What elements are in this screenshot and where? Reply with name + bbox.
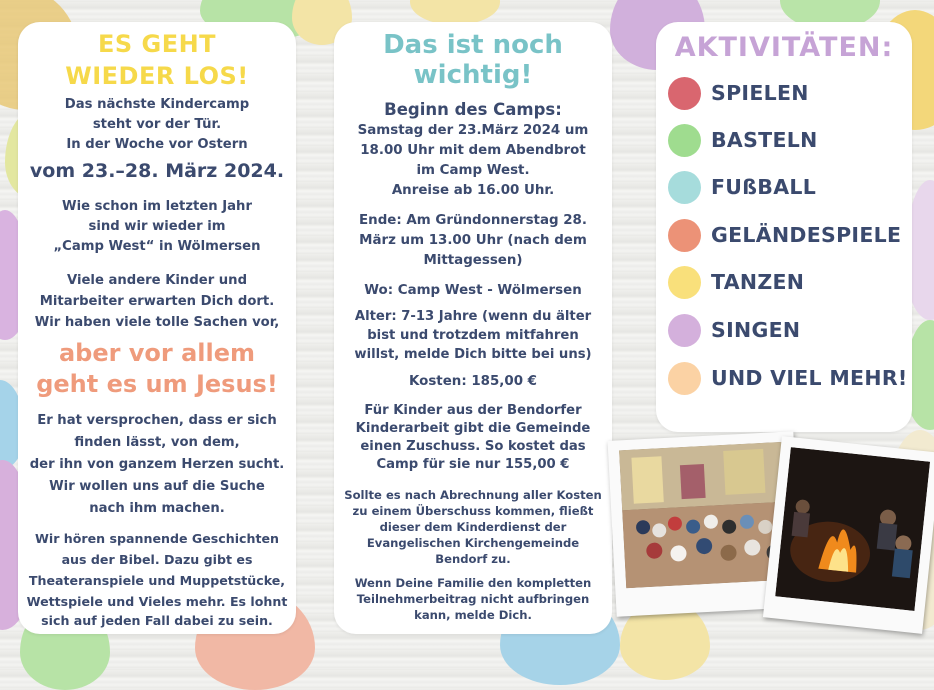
activity-item xyxy=(668,124,818,156)
family-line: kann, melde Dich. xyxy=(414,608,532,622)
activity-item xyxy=(668,77,809,109)
subsidy-line: Camp für sie nur 155,00 € xyxy=(376,457,570,472)
intro-text-line: finden lässt, von dem, xyxy=(74,435,240,450)
activity-label: SPIELEN xyxy=(711,81,809,105)
subsidy-line: einen Zuschuss. So kostet das xyxy=(360,439,586,454)
activity-dot xyxy=(668,171,701,204)
surplus-line: Evangelischen Kirchengemeinde xyxy=(366,536,580,550)
title-wichtig: wichtig! xyxy=(413,60,533,90)
intro-text-line: In der Woche vor Ostern xyxy=(66,137,248,152)
family-line: Teilnehmerbeitrag nicht aufbringen xyxy=(356,592,590,606)
intro-text-line: Mitarbeiter erwarten Dich dort. xyxy=(39,294,275,309)
intro-text-line: Das nächste Kindercamp xyxy=(64,97,250,112)
activity-label: UND VIEL MEHR! xyxy=(711,366,908,390)
surplus-line: dieser dem Kinderdienst der xyxy=(379,520,567,534)
highlight-line: geht es um Jesus! xyxy=(36,370,278,398)
activity-label: FUßBALL xyxy=(711,175,817,199)
start-line: im Camp West. xyxy=(416,163,530,178)
end-line: März um 13.00 Uhr (nach dem xyxy=(359,233,587,248)
intro-text-line: steht vor der Tür. xyxy=(92,117,222,132)
intro-text-line: Wettspiele und Vieles mehr. Es lohnt xyxy=(26,594,288,609)
surplus-line: Bendorf zu. xyxy=(435,552,511,566)
camp-dates: vom 23.–28. März 2024. xyxy=(29,160,285,182)
activity-item xyxy=(668,362,908,394)
intro-text-line: Wir wollen uns auf die Suche xyxy=(49,479,265,494)
intro-text-line: Er hat versprochen, dass er sich xyxy=(37,413,277,428)
start-line: Anreise ab 16.00 Uhr. xyxy=(391,183,555,198)
surplus-line: zu einem Überschuss kommen, fließt xyxy=(352,504,594,518)
intro-text-line: Viele andere Kinder und xyxy=(66,273,248,288)
surplus-line: Sollte es nach Abrechnung aller Kosten xyxy=(344,488,602,502)
location-line: Wo: Camp West - Wölmersen xyxy=(364,283,582,298)
activity-item xyxy=(668,171,816,203)
activities-title: AKTIVITÄTEN: xyxy=(674,32,894,63)
campfire-photo-image xyxy=(775,447,930,611)
intro-text-line: Wir hören spannende Geschichten xyxy=(35,531,279,546)
end-line: Mittagessen) xyxy=(423,253,523,268)
activity-label: BASTELN xyxy=(711,128,818,152)
activity-item xyxy=(668,219,901,251)
activity-dot xyxy=(668,266,701,299)
intro-text-line: aus der Bibel. Dazu gibt es xyxy=(61,552,253,567)
activity-label: SINGEN xyxy=(711,318,801,342)
activity-item xyxy=(668,266,804,298)
intro-text-line: sich auf jeden Fall dabei zu sein. xyxy=(41,613,273,628)
activities-panel xyxy=(656,22,912,432)
title-wieder-los: WIEDER LOS! xyxy=(65,62,249,90)
costs-line: Kosten: 185,00 € xyxy=(409,374,537,389)
intro-text-line: Wir haben viele tolle Sachen vor, xyxy=(34,315,280,330)
family-line: Wenn Deine Familie den kompletten xyxy=(354,576,592,590)
subsidy-line: Für Kinder aus der Bendorfer xyxy=(364,403,582,418)
end-line: Ende: Am Gründonnerstag 28. xyxy=(359,213,587,228)
intro-text-line: Theateranspiele und Muppetstücke, xyxy=(28,573,286,588)
intro-panel xyxy=(18,22,296,634)
activity-label: TANZEN xyxy=(711,270,805,294)
subsidy-line: Kinderarbeit gibt die Gemeinde xyxy=(355,421,591,436)
intro-text-line: sind wir wieder im xyxy=(88,219,226,234)
indoor-photo-image xyxy=(619,442,790,588)
activity-dot xyxy=(668,219,701,252)
intro-text-line: der ihn von ganzem Herzen sucht. xyxy=(29,457,285,472)
start-line: Samstag der 23.März 2024 um xyxy=(357,123,589,138)
intro-text-line: nach ihm machen. xyxy=(89,501,225,516)
age-line: Alter: 7-13 Jahre (wenn du älter xyxy=(354,309,592,324)
start-line: 18.00 Uhr mit dem Abendbrot xyxy=(360,143,586,158)
title-das-ist-noch: Das ist noch xyxy=(383,30,563,60)
start-heading: Beginn des Camps: xyxy=(384,100,562,119)
age-line: bist und trotzdem mitfahren xyxy=(367,328,579,343)
activity-dot xyxy=(668,77,701,110)
age-line: willst, melde Dich bitte bei uns) xyxy=(354,347,592,362)
activity-dot xyxy=(668,362,701,395)
intro-text-line: Wie schon im letzten Jahr xyxy=(62,199,252,214)
activity-dot xyxy=(668,124,701,157)
activity-dot xyxy=(668,314,701,347)
title-es-geht: ES GEHT xyxy=(97,30,217,58)
highlight-line: aber vor allem xyxy=(58,339,256,367)
activity-label: GELÄNDESPIELE xyxy=(711,223,902,247)
intro-text-line: „Camp West“ in Wölmersen xyxy=(53,239,261,254)
camp-photo-campfire xyxy=(763,436,934,634)
info-panel xyxy=(334,22,612,634)
activity-item xyxy=(668,314,800,346)
